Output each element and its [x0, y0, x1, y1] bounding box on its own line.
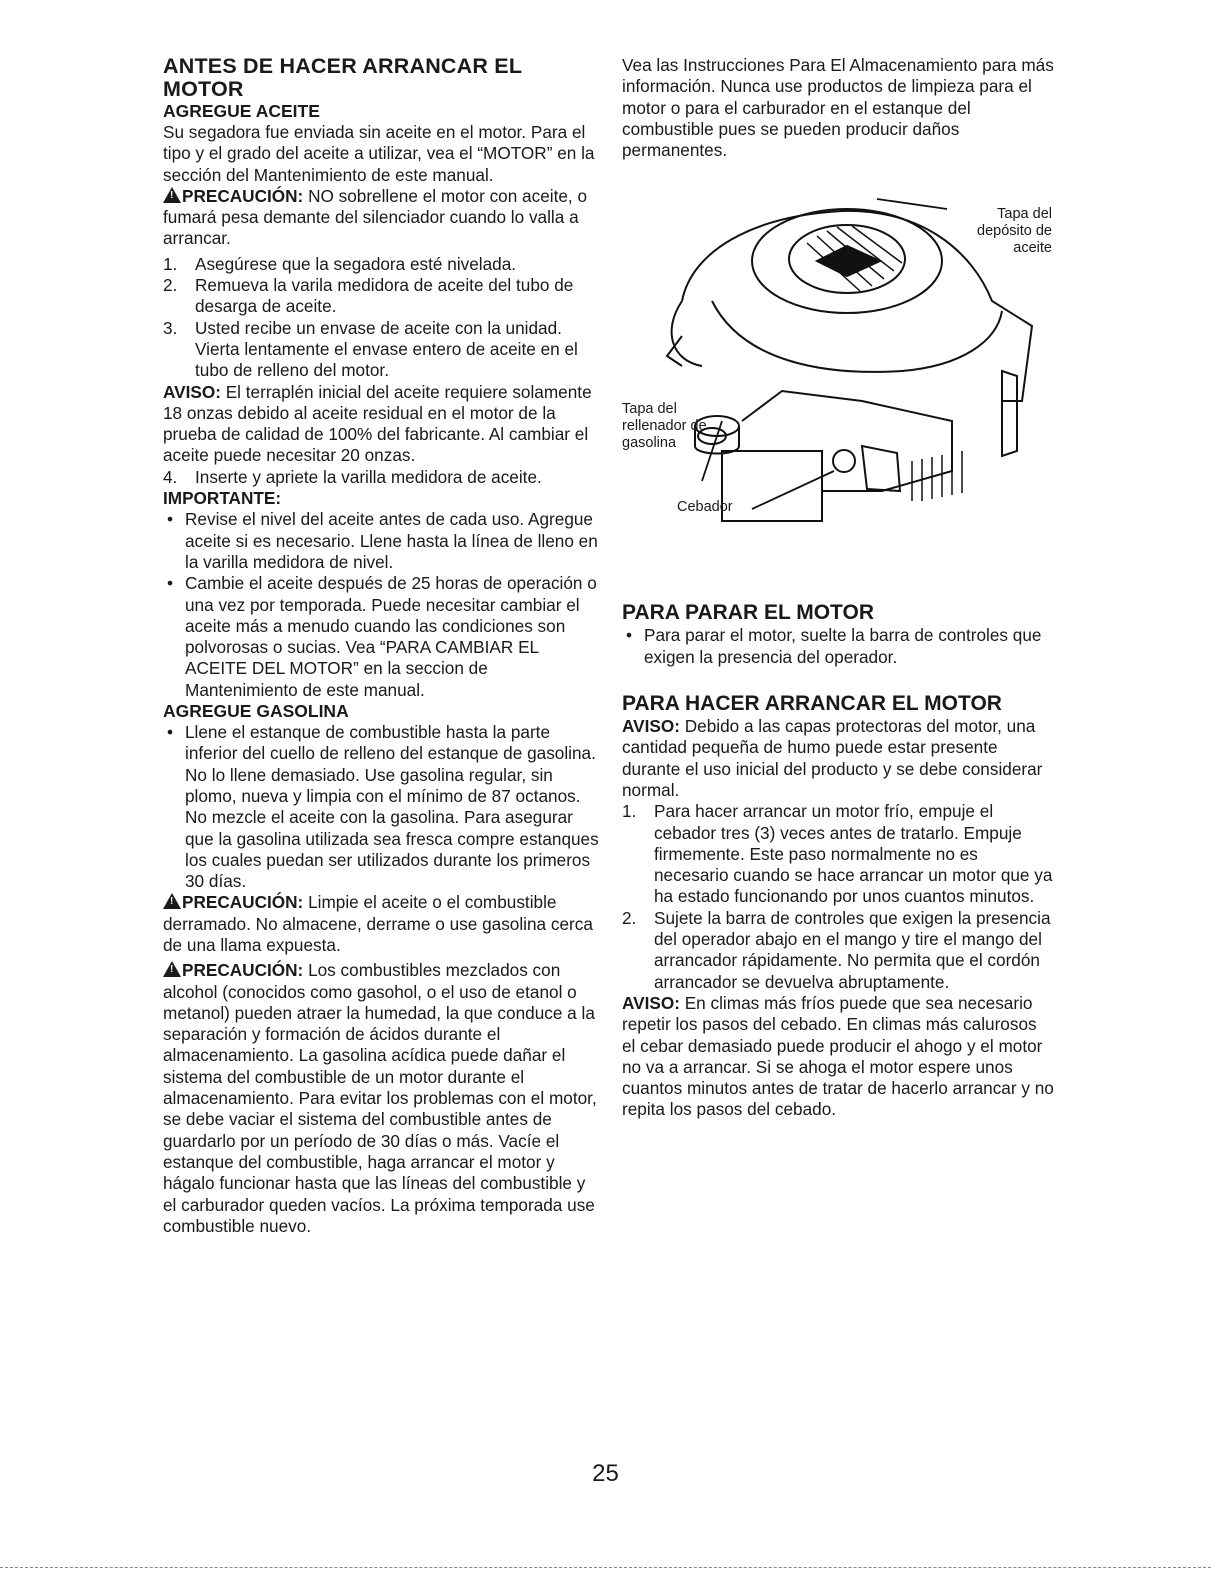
list-item: • Para parar el motor, suelte la barra de controles que exigen la presencia del operador.	[626, 625, 1042, 667]
add-oil-heading: AGREGUE ACEITE	[163, 101, 320, 121]
important-list	[163, 509, 603, 701]
page-number: 25	[592, 1460, 619, 1487]
oil-notice	[163, 382, 603, 467]
list-item: 2. Sujete la barra de controles que exigen la presencia del operador abajo en el mango y tire el mango del arrancador rápidamente. No permita que el cordón arrancador se devuelva abruptamente.	[622, 907, 1051, 992]
start-notice	[622, 716, 1054, 801]
left-column	[163, 55, 603, 1237]
callout-oil-cap: Tapa del depósito de aceite	[977, 206, 1052, 257]
storage-instructions: Vea las Instrucciones Para El Almacenamiento para más información. Nunca use productos de limpieza para el motor o para el carburador en el estanque del combustible pues se pueden producir daños permanentes.	[622, 55, 1054, 161]
caution-label: PRECAUCIÓN:	[182, 960, 304, 981]
list-item: • Llene el estanque de combustible hasta la parte inferior del cuello de relleno del estanque de gasolina. No lo llene demasiado. Use gasolina regular, sin plomo, nueva y limpia con el mínimo de 87 octanos. No mezcle el aceite con la gasolina. Para asegurar que la gasolina utilizada sea fresca compre estanques los cuales puedan ser utilizados durante los primeros 30 días.	[167, 722, 599, 892]
list-item: 1. Asegúrese que la segadora esté nivelada.	[163, 253, 517, 274]
caution-overfill	[163, 186, 603, 250]
notice-label: AVISO:	[622, 716, 680, 737]
stop-engine-title: PARA PARAR EL MOTOR	[622, 601, 875, 625]
callout-fuel-cap: Tapa del rellenador de gasolina	[622, 401, 707, 452]
important-label: IMPORTANTE:	[163, 488, 282, 509]
engine-illustration	[622, 191, 1052, 531]
start-steps-list	[622, 801, 1054, 993]
caution-text: NO sobrellene el motor con aceite, o fumará pesa demante del silenciador cuando lo valla a arrancar.	[163, 185, 588, 249]
add-gas-heading: AGREGUE GASOLINA	[163, 701, 349, 722]
callout-primer: Cebador	[677, 499, 733, 516]
start-engine-title: PARA HACER ARRANCAR EL MOTOR	[622, 692, 1002, 716]
caution-spill	[163, 892, 603, 956]
add-oil-intro: Su segadora fue enviada sin aceite en el motor. Para el tipo y el grado del aceite a utilizar, vea el “MOTOR” en la sección del Mantenimiento de este manual.	[163, 122, 595, 185]
caution-label: PRECAUCIÓN:	[182, 185, 304, 206]
caution-text: Limpie el aceite o el combustible derramado. No almacene, derrame o use gasolina cerca de una llama expuesta.	[163, 892, 593, 955]
list-item: • Cambie el aceite después de 25 horas de operación o una vez por temporada. Puede necesitar cambiar el aceite más a menudo cuando las condiciones son polvorosas o sucias. Vea “PARA CAMBIAR EL ACEITE DEL MOTOR” en la seccion de Mantenimiento de este manual.	[167, 573, 597, 700]
list-item: 1. Para hacer arrancar un motor frío, empuje el cebador tres (3) veces antes de tratarlo. Empuje firmemente. Este paso normalmente no es necesario cuando se hace arrancar un motor que ya ha estado funcionando por unos cuantos minutos.	[622, 801, 1053, 907]
warning-triangle-icon	[163, 893, 181, 909]
caution-label: PRECAUCIÓN:	[182, 892, 304, 913]
caution-text: Los combustibles mezclados con alcohol (conocidos como gasohol, o el uso de etanol o metanol) pueden atraer la humedad, la que conduce a la separación y formación de ácidos durante el almacenamiento. La gasolina acídica puede dañar el sistema del combustible de un motor durante el almacenamiento. Para evitar los problemas con el motor, se debe vaciar el sistema del combustible antes de guardarlo por un período de 30 días o más. Vacíe el estanque del combustible, haga arrancar el motor y hágalo funcionar hasta que las líneas del combustible y el carburador queden vacíos. La próxima temporada use combustible nuevo.	[163, 960, 597, 1236]
list-item: • Revise el nivel del aceite antes de cada uso. Agregue aceite si es necesario. Llene hasta la línea de lleno en la varilla medidora de nivel.	[167, 509, 598, 572]
list-item: 4. Inserte y apriete la varilla medidora de aceite.	[163, 466, 542, 487]
warning-triangle-icon	[163, 187, 181, 203]
oil-steps-list	[163, 254, 603, 382]
notice-text: En climas más fríos puede que sea necesario repetir los pasos del cebado. En climas más calurosos el cebar demasiado puede producir el ahogo y el motor no va a arrancar. Si se ahoga el motor espere unos cuantos minutos antes de tratar de hacerlo arrancar y no repita los pasos del cebado.	[622, 992, 1054, 1120]
add-gas-list	[163, 722, 603, 892]
list-item: 3. Usted recibe un envase de aceite con la unidad. Vierta lentamente el envase entero de aceite en el tubo de relleno del motor.	[163, 317, 578, 381]
notice-text: El terraplén inicial del aceite requiere solamente 18 onzas debido al aceite residual en el motor de la prueba de calidad de 100% del fabricante. Al cambiar el aceite puede necesitar 20 onzas.	[163, 381, 592, 466]
section-title-before-start: ANTES DE HACER ARRANCAR EL MOTOR	[163, 54, 522, 101]
list-item: 2. Remueva la varila medidora de aceite del tubo de desarga de aceite.	[163, 275, 574, 317]
cold-weather-notice	[622, 993, 1054, 1121]
notice-label: AVISO:	[622, 992, 680, 1013]
page-edge-divider	[0, 1567, 1211, 1568]
notice-label: AVISO:	[163, 381, 221, 402]
caution-alcohol-fuel	[163, 960, 603, 1237]
notice-text: Debido a las capas protectoras del motor, una cantidad pequeña de humo puede estar presente durante el uso inicial del producto y se debe considerar normal.	[622, 716, 1043, 800]
warning-triangle-icon	[163, 961, 181, 977]
stop-engine-list	[622, 625, 1054, 668]
right-column	[622, 55, 1054, 1121]
